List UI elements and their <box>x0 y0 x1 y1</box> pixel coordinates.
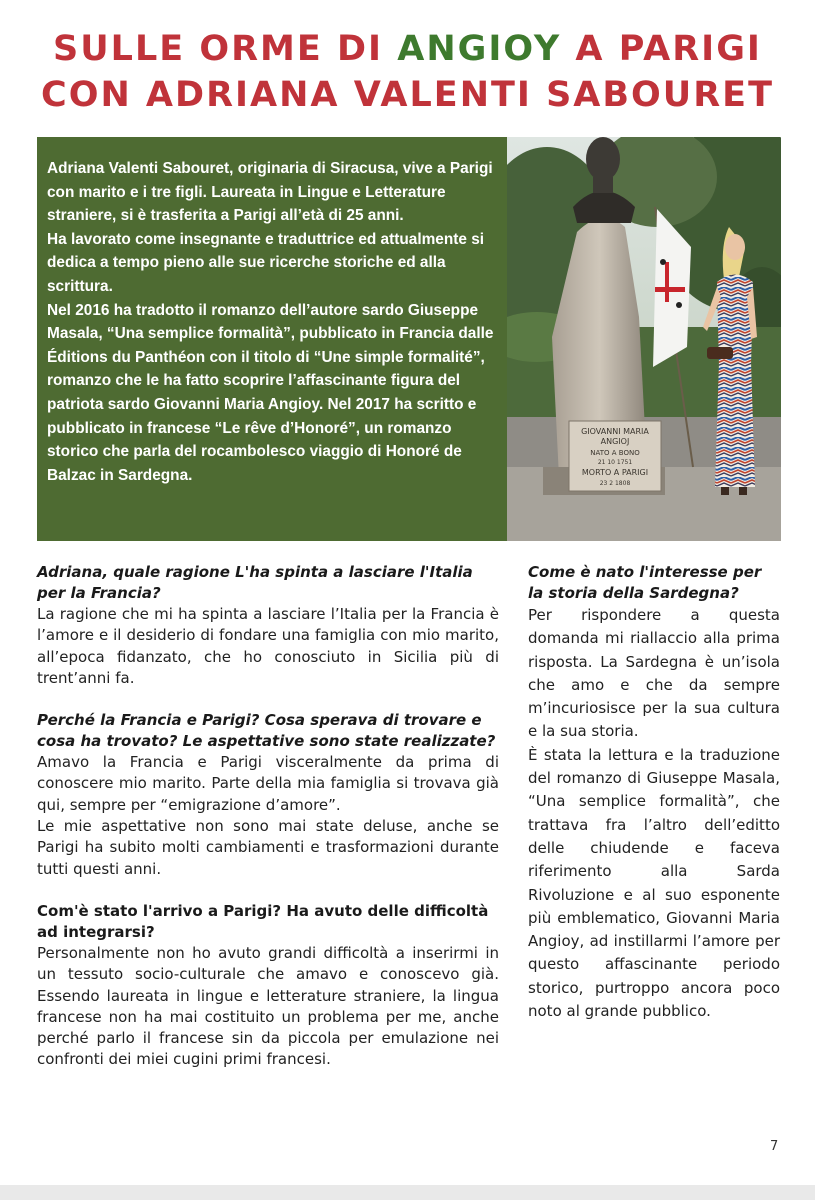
page-title <box>0 26 815 118</box>
interview-answer: La ragione che mi ha spinta a lasciare l’Italia per la Francia è l’amore e il desiderio di fondare una famiglia con mio marito, all’epoca fidanzato, che ho conosciuto in Sicilia più di trent’anni fa. <box>37 605 499 687</box>
title-line-1 <box>53 29 762 69</box>
interview-right-column <box>528 562 780 1023</box>
title-segment: A PARIGI <box>561 29 762 69</box>
plaque-line: NATO A BONO <box>590 449 640 457</box>
monument-photo <box>507 137 781 541</box>
plaque-line: 21 10 1751 <box>597 459 633 466</box>
interview-question: Adriana, quale ragione L'ha spinta a lasciare l'Italia per la Francia? <box>37 563 473 602</box>
spacer <box>37 880 499 901</box>
bio-paragraph: Adriana Valenti Sabouret, originaria di Siracusa, vive a Parigi con marito e i tre figli. Laureata in Lingue e Letterature straniere, si è trasferita a Parigi all’età di 25 anni. <box>47 160 493 225</box>
bio-paragraph: Ha lavorato come insegnante e traduttrice ed attualmente si dedica a tempo pieno alle sue ricerche storiche ed alla scrittura. <box>47 230 485 295</box>
plaque-line: MORTO A PARIGI <box>581 468 649 477</box>
interview-left-column <box>37 562 499 1071</box>
interview-question: Perché la Francia e Parigi? Cosa sperava di trovare e cosa ha trovato? Le aspettative sono state realizzate? <box>37 711 496 751</box>
interview-answer: Personalmente non ho avuto grandi difficoltà a inserirmi in un tessuto socio-culturale che amavo e conoscevo già. Essendo laureata in lingue e letterature straniere, la lingua francese non ha mai costituito un problema per me, anche perché parlo il francese sin da piccola per emulazione nei confronti dei miei cugini primi francesi. <box>37 943 499 1069</box>
interview-answer: È stata la lettura e la traduzione del romanzo di Giuseppe Masala, “Una semplice formalità”, che trattava fra l’altro dell’editto delle chiudende e faceva riferimento alla Sarda Rivoluzione e al suo esponente più emblematico, Giovanni Maria Angioy, ad instillarmi l’amore per questo affascinante periodo storico, purtroppo ancora poco noto al grande pubblico. <box>528 745 780 1021</box>
plaque-line: 23 2 1808 <box>599 480 631 487</box>
page-number: 7 <box>770 1139 779 1154</box>
interview-answer: Per rispondere a questa domanda mi riallaccio alla prima risposta. La Sardegna è un’isola che amo e che da sempre m’incuriosisce per la sua cultura e la sua storia. <box>528 606 780 741</box>
title-line-2: CON ADRIANA VALENTI SABOURET <box>41 75 774 115</box>
title-highlight-angioy: ANGIOY <box>397 29 562 69</box>
interview-question: Com'è stato l'arrivo a Parigi? Ha avuto delle difficoltà ad integrarsi? <box>37 901 489 941</box>
bio-paragraph: Nel 2016 ha tradotto il romanzo dell’autore sardo Giuseppe Masala, “Una semplice formalità”, pubblicato in Francia dalle Éditions du Panthéon con il titolo di “Une simple formalité”, romanzo che le ha fatto scoprire l’affascinante figura del patriota sardo Giovanni Maria Angioy. Nel 2017 ha scritto e pubblicato in francese “Le rêve d’Honoré”, un romanzo storico che parla del rocambolesco viaggio di Honoré de Balzac in Sardegna. <box>47 301 494 484</box>
plaque-line: ANGIOJ <box>600 437 630 446</box>
interview-answer: Amavo la Francia e Parigi visceralmente da prima di conoscere mio marito. Parte della mia famiglia si trovava già qui, sempre per “emigrazione d’amore”. <box>37 753 499 814</box>
bio-box <box>37 137 507 541</box>
bottom-strip <box>0 1185 815 1200</box>
interview-question: Come è nato l'interesse per la storia della Sardegna? <box>528 563 762 602</box>
interview-answer: Le mie aspettative non sono mai state deluse, anche se Parigi ha subito molti cambiamenti e trasformazioni durante tutti questi anni. <box>37 817 499 878</box>
plaque-line: GIOVANNI MARIA <box>581 427 649 436</box>
spacer <box>37 689 499 710</box>
title-segment: SULLE ORME DI <box>53 29 398 69</box>
